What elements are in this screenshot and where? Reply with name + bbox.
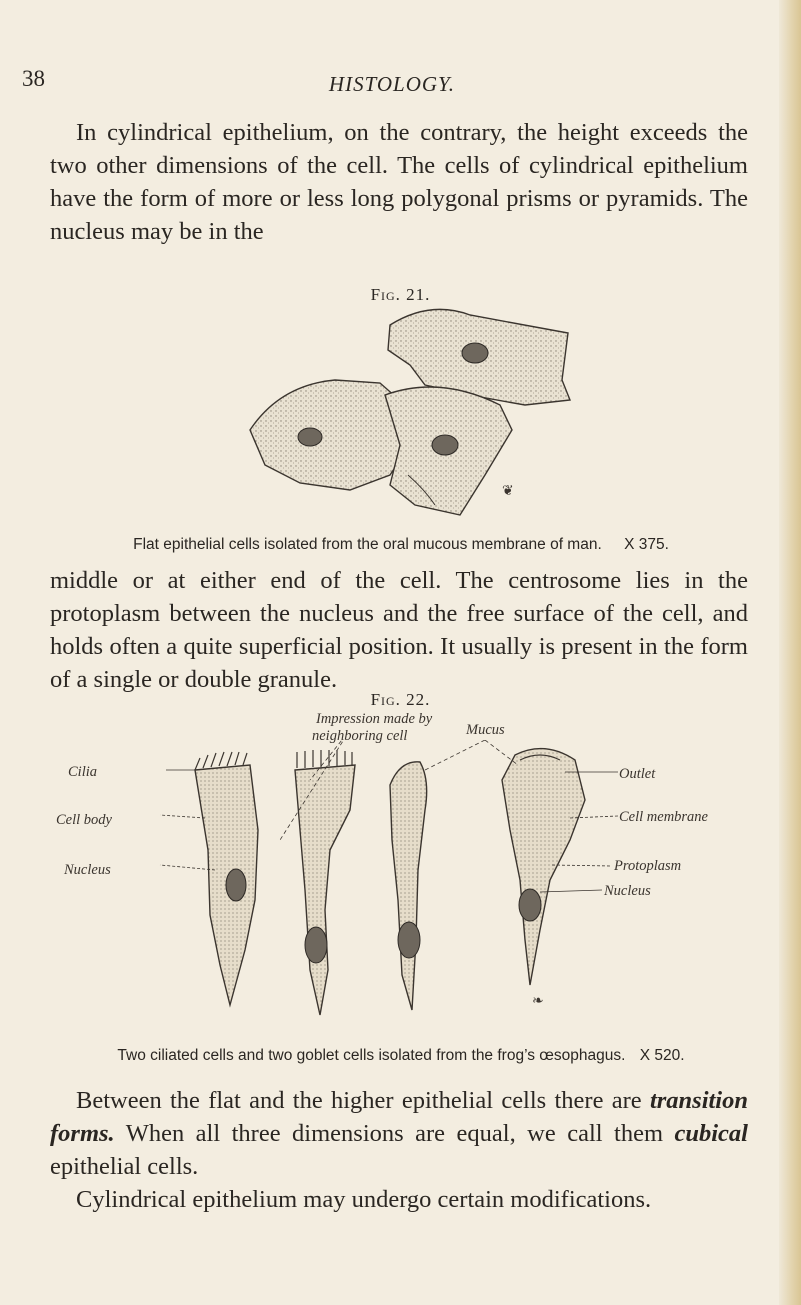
p3-after: epithelial cells.: [50, 1153, 199, 1180]
figure-21-flat-epithelial-cells: [240, 305, 580, 530]
figure-22-caption-text: Two ciliated cells and two goblet cells isolated from the frog’s œsophagus.: [117, 1047, 626, 1064]
term-transition-forms: transition forms.: [50, 1087, 748, 1147]
figure-21-magnification: X 375.: [624, 536, 669, 553]
label-nucleus-right: Nucleus: [604, 883, 651, 899]
figure-22-label: Fig. 22.: [370, 690, 431, 709]
ciliated-cell-2: [295, 750, 355, 1015]
label-protoplasm: Protoplasm: [614, 858, 682, 874]
figure-21-mark: ❦: [502, 483, 514, 499]
paragraph-cylindrical-epithelium: In cylindrical epithelium, on the contrary, the height exceeds the two other dimensions of the cell. The cells of cylindrical epithelium have the form of more or less long polygonal prisms or pyramids. The nucleus may be in the: [50, 119, 748, 245]
label-impression-line2: neighboring cell: [312, 728, 408, 744]
goblet-cell-1: [390, 762, 427, 1010]
paragraph-modifications: Cylindrical epithelium may undergo certain modifications.: [76, 1186, 652, 1213]
term-cubical: cubical: [674, 1120, 748, 1147]
page-number: 38: [22, 66, 45, 91]
figure-22-ciliated-and-goblet-cells: [100, 740, 640, 1040]
nucleus-top: [462, 343, 488, 363]
page-edge-shadow: [779, 0, 801, 1305]
label-cilia: Cilia: [68, 764, 98, 780]
label-outlet: Outlet: [619, 766, 656, 782]
label-impression-line1: Impression made by: [316, 711, 433, 727]
paragraph-transition-forms: [50, 1084, 748, 1183]
label-mucus: Mucus: [466, 722, 505, 738]
paragraph-centrosome: middle or at either end of the cell. The centrosome lies in the protoplasm between the nucleus and the free surface of the cell, and holds often a quite superficial position. It usually is present in the form of a single or double granule.: [50, 567, 748, 693]
figure-22-magnification: X 520.: [639, 1047, 685, 1064]
p3-before: Between the flat and the higher epithelial cells there are: [76, 1087, 650, 1114]
label-cell-body: Cell body: [56, 812, 112, 828]
svg-text:❧: ❧: [532, 993, 544, 1009]
label-cell-membrane: Cell membrane: [619, 809, 708, 825]
label-nucleus-left: Nucleus: [64, 862, 111, 878]
ciliated-cell-1: [195, 752, 258, 1005]
nucleus-right: [432, 435, 458, 455]
running-head: [22, 66, 782, 106]
figure-22-caption: [40, 1047, 762, 1065]
goblet-cell-2: [502, 749, 585, 1009]
running-title: HISTOLOGY.: [328, 72, 456, 96]
figure-21-caption-text: Flat epithelial cells isolated from the oral mucous membrane of man.: [133, 536, 602, 553]
figure-21-label: Fig. 21.: [370, 285, 431, 304]
figure-21-caption: [40, 536, 762, 554]
nucleus-left: [298, 428, 322, 446]
p3-middle: When all three dimensions are equal, we call them: [114, 1120, 675, 1147]
